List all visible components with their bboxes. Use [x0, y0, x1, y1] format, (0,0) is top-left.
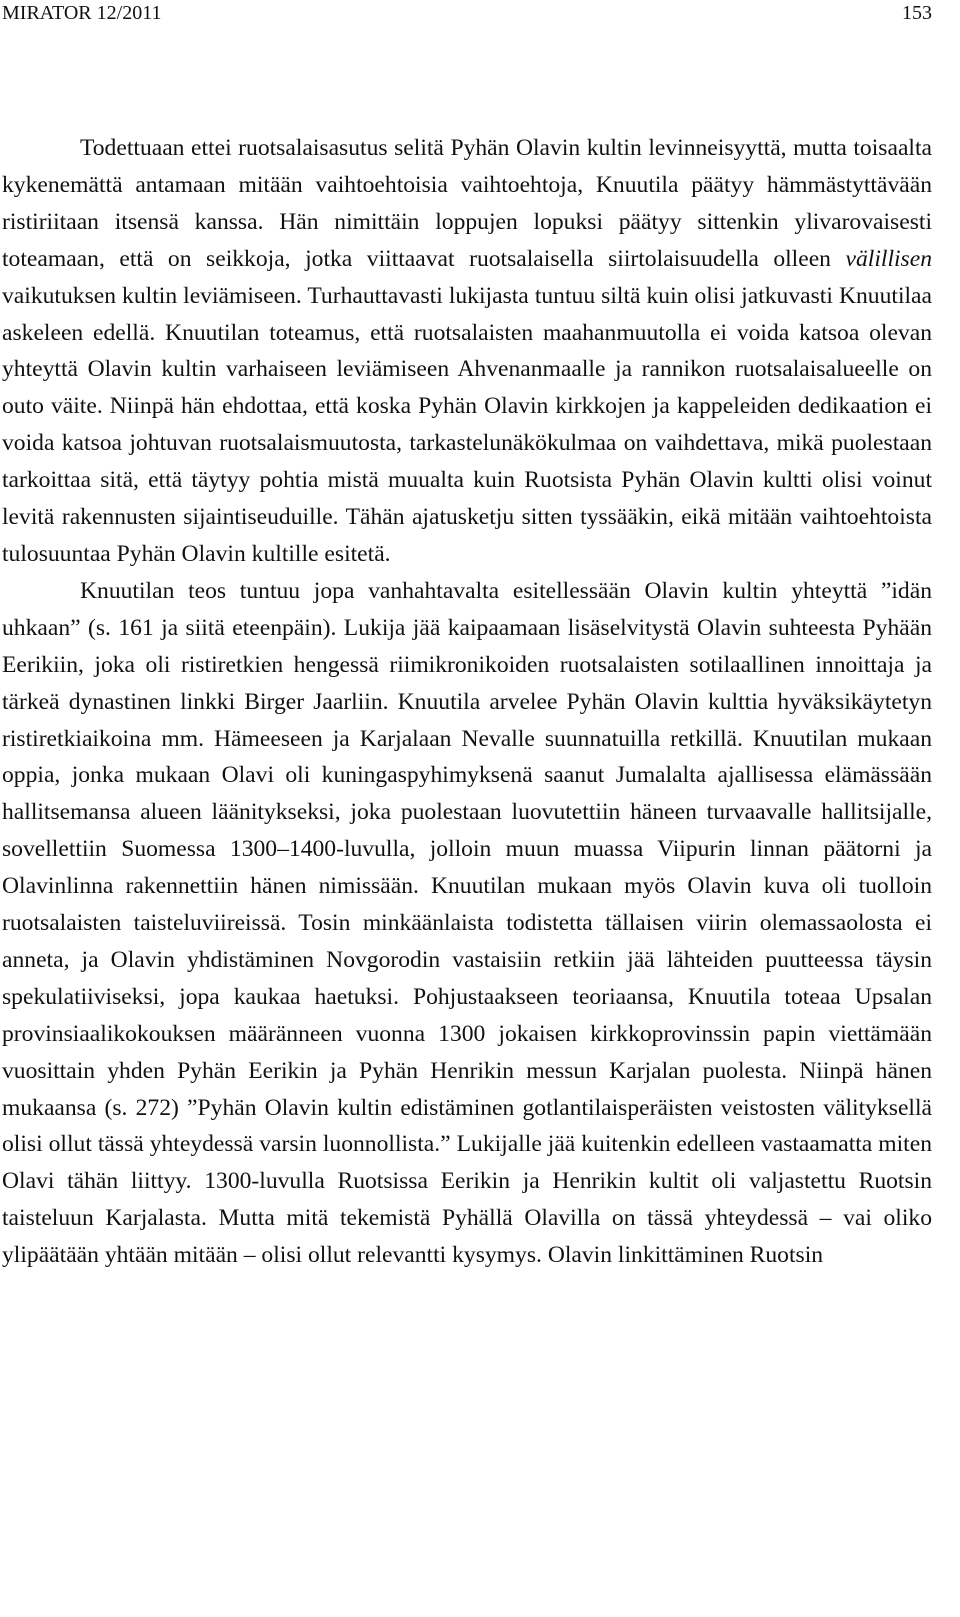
journal-title: MIRATOR 12/2011 [2, 2, 162, 24]
paragraph-1-text-a: Todettuaan ettei ruotsalaisasutus selitä Pyhän Olavin kultin levinneisyyttä, mutta toisaalta kykenemättä antamaan mitään vaihtoehtoisia vaihtoehtoja, Knuutila päätyy hämmästyttävään ristiriitaan itsensä kanssa. Hän nimittäin loppujen lopuksi päätyy sittenkin ylivarovaisesti toteamaan, että on seikkoja, jotka viittaavat ruotsalaisella siirtolaisuudella olleen [2, 135, 932, 272]
emphasized-word: välillisen [845, 245, 933, 272]
paragraph-1-text-b: vaikutuksen kultin leviämiseen. Turhauttavasti lukijasta tuntuu siltä kuin olisi jatkuvasti Knuutilaa askeleen edellä. Knuutilan toteamus, että ruotsalaisten maahanmuutolla ei voida katsoa olevan yhteyttä Olavin kultin varhaiseen leviämiseen Ahvenanmaalle ja rannikon ruotsalaisalueelle on outo väite. Niinpä hän ehdottaa, että koska Pyhän Olavin kirkkojen ja kappeleiden dedikaation ei voida katsoa johtuvan ruotsalaismuutosta, tarkastelunäkökulmaa on vaihdettava, mikä puolestaan tarkoittaa sitä, että täytyy pohtia mistä muualta kuin Ruotsista Pyhän Olavin kultti olisi voinut levitä rakennusten sijaintiseuduille. Tähän ajatusketju sitten tyssääkin, eikä mitään vaihtoehtoista tulosuuntaa Pyhän Olavin kultille esitetä. [2, 282, 932, 567]
paragraph-1 [2, 130, 932, 573]
paragraph-2: Knuutilan teos tuntuu jopa vanhahtavalta esitellessään Olavin kultin yhteyttä ”idän uhkaan” (s. 161 ja siitä eteenpäin). Lukija jää kaipaamaan lisäselvitystä Olavin suhteesta Pyhään Eerikiin, joka oli ristiretkien hengessä riimikronikoiden ruotsalaisten sotilaallinen innoittaja ja tärkeä dynastinen linkki Birger Jaarliin. Knuutila arvelee Pyhän Olavin kulttia hyväksikäytetyn ristiretkiaikoina mm. Hämeeseen ja Karjalaan Nevalle suunnatuilla retkillä. Knuutilan mukaan oppia, jonka mukaan Olavi oli kuningaspyhimyksenä saanut Jumalalta ajallisessa elämässään hallitsemansa alueen läänitykseksi, joka puolestaan luovutettiin häneen turvaavalle hallitsijalle, sovellettiin Suomessa 1300–1400-luvulla, jolloin muun muassa Viipurin linnan päätorni ja Olavinlinna rakennettiin hänen nimissään. Knuutilan mukaan myös Olavin kuva oli tuolloin ruotsalaisten taisteluviireissä. Tosin minkäänlaista todistetta tällaisen viirin olemassaolosta ei anneta, ja Olavin yhdistäminen Novgorodin vastaisiin retkiin jää lähteiden puutteessa täysin spekulatiiviseksi, jopa kaukaa haetuksi. Pohjustaakseen teoriaansa, Knuutila toteaa Upsalan provinsiaalikokouksen määränneen vuonna 1300 jokaisen kirkkoprovinssin papin viettämään vuosittain yhden Pyhän Eerikin ja Pyhän Henrikin messun Karjalan puolesta. Niinpä hänen mukaansa (s. 272) ”Pyhän Olavin kultin edistäminen gotlantilaisperäisten veistosten välityksellä olisi ollut tässä yhteydessä varsin luonnollista.” Lukijalle jää kuitenkin edelleen vastaamatta miten Olavi tähän liittyy. 1300-luvulla Ruotsissa Eerikin ja Henrikin kultit oli valjastettu Ruotsin taisteluun Karjalasta. Mutta mitä tekemistä Pyhällä Olavilla on tässä yhteydessä – vai oliko ylipäätään yhtään mitään – olisi ollut relevantti kysymys. Olavin linkittäminen Ruotsin [2, 577, 932, 1269]
article-body [2, 130, 932, 1274]
page-header [0, 0, 938, 26]
page-number: 153 [902, 2, 932, 24]
